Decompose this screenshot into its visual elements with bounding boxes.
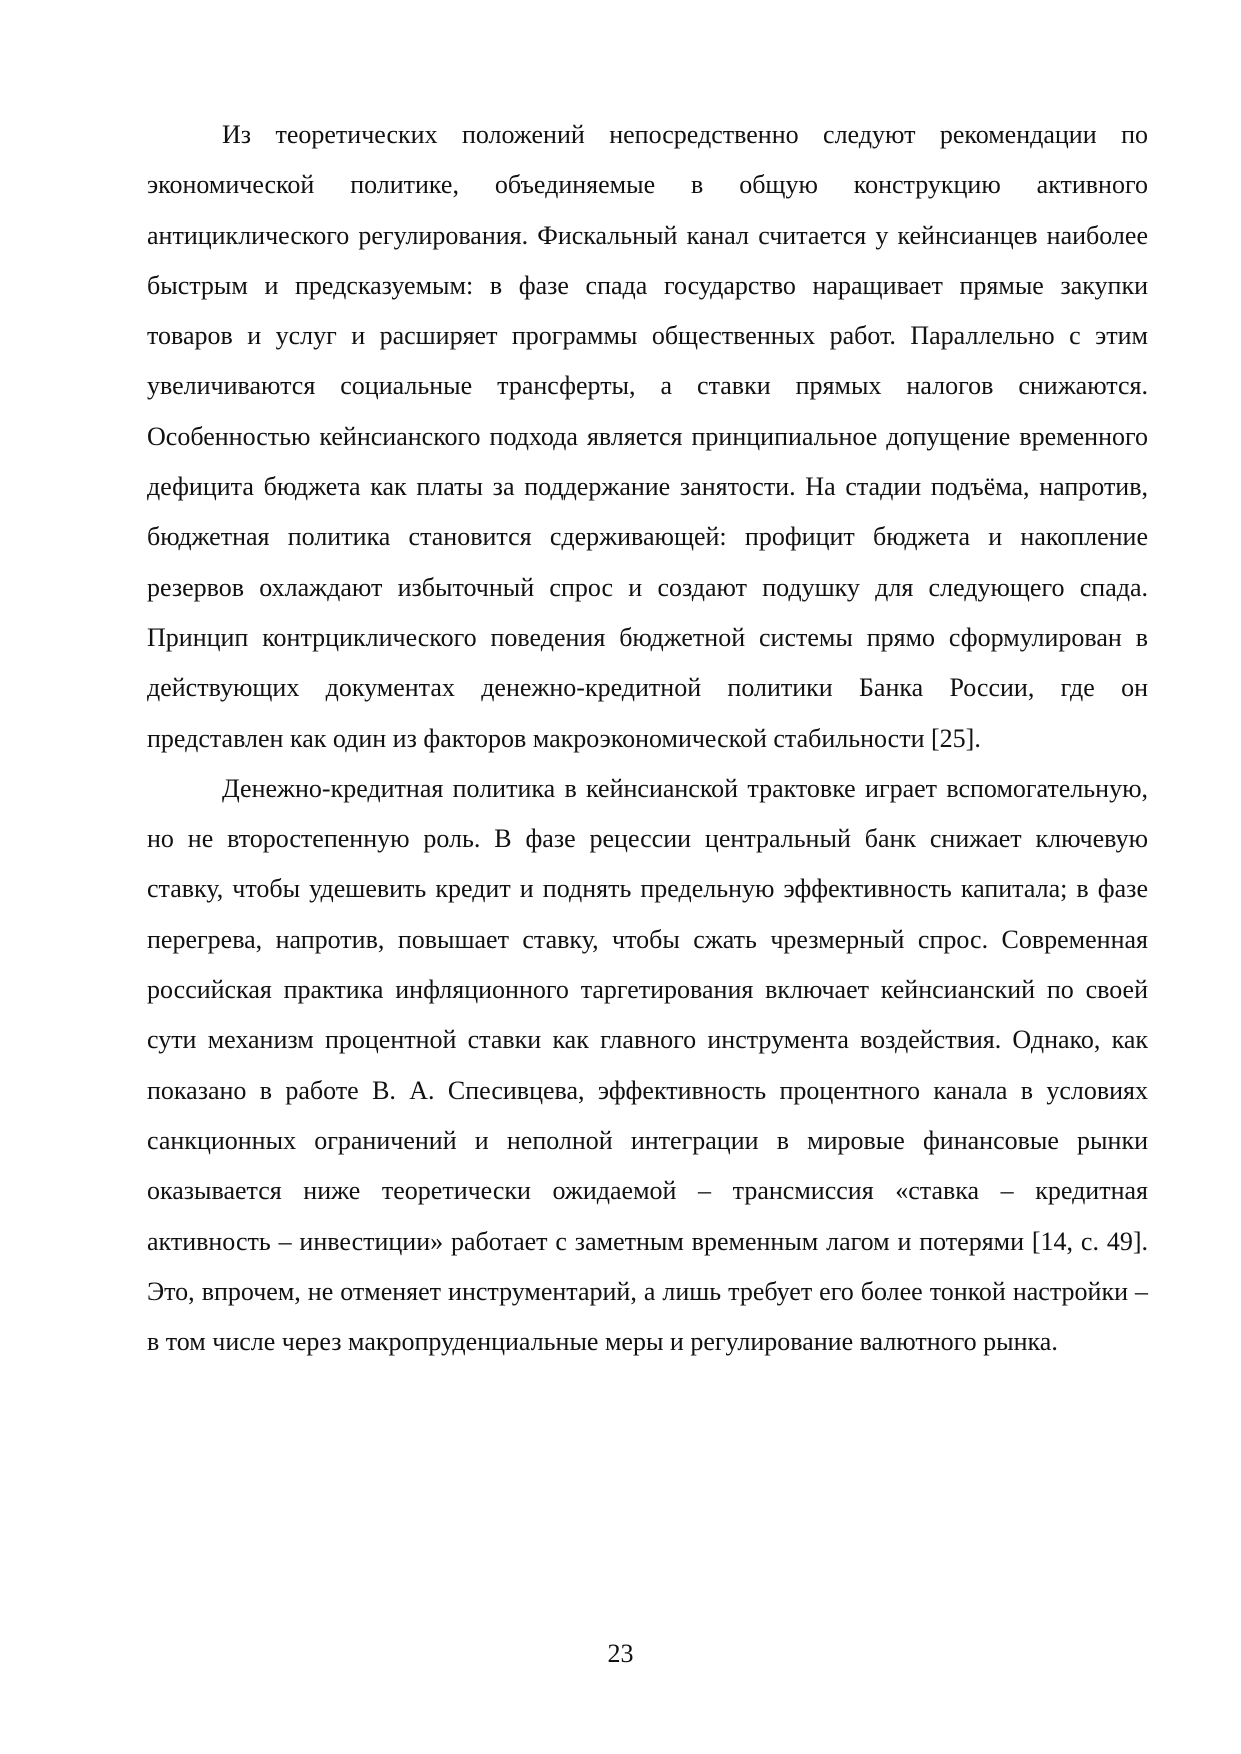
paragraph-monetary-policy: Денежно-кредитная политика в кейнсианской трактовке играет вспомогательную, но не второстепенную роль. В фазе рецессии центральный банк снижает ключевую ставку, чтобы удешевить кредит и поднять предельную эффективность капитала; в фазе перегрева, напротив, повышает ставку, чтобы сжать чрезмерный спрос. Современная российская практика инфляционного таргетирования включает кейнсианский по своей сути механизм процентной ставки как главного инструмента воздействия. Однако, как показано в работе В. А. Спесивцева, эффективность процентного канала в условиях санкционных ограничений и неполной интеграции в мировые финансовые рынки оказывается ниже теоретически ожидаемой – трансмиссия «ставка – кредитная активность – инвестиции» работает с заметным временным лагом и потерями [14, с. 49]. Это, впрочем, не отменяет инструментарий, а лишь требует его более тонкой настройки – в том числе через макропруденциальные меры и регулирование валютного рынка.	[147, 773, 1148, 1357]
document-body	[147, 110, 1148, 1367]
paragraph-fiscal-policy: Из теоретических положений непосредственно следуют рекомендации по экономической политике, объединяемые в общую конструкцию активного антициклического регулирования. Фискальный канал считается у кейнсианцев наиболее быстрым и предсказуемым: в фазе спада государство наращивает прямые закупки товаров и услуг и расширяет программы общественных работ. Параллельно с этим увеличиваются социальные трансферты, а ставки прямых налогов снижаются. Особенностью кейнсианского подхода является принципиальное допущение временного дефицита бюджета как платы за поддержание занятости. На стадии подъёма, напротив, бюджетная политика становится сдерживающей: профицит бюджета и накопление резервов охлаждают избыточный спрос и создают подушку для следующего спада. Принцип контрциклического поведения бюджетной системы прямо сформулирован в действующих документах денежно-кредитной политики Банка России, где он представлен как один из факторов макроэкономической стабильности [25].	[147, 120, 1148, 753]
page-number: 23	[607, 1639, 634, 1668]
